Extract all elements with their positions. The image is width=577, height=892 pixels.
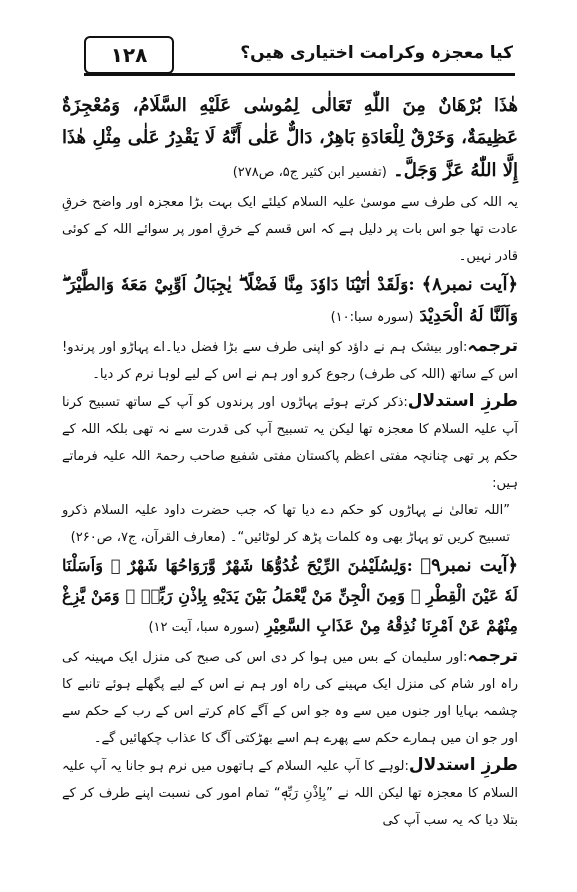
arabic-text-1: هٰذَا بُرْهَانٌ مِنَ اللّٰهِ تَعَالٰى لِمُوسٰى عَلَيْهِ السَّلَامُ، وَمُعْجِزَةٌ عَظِيمَةٌ، وَخَرْقٌ لِلْعَادَةِ بَاهِرٌ، دَالٌّ عَلٰى أَنَّهُ لَا يَقْدِرُ عَلٰى مِثْلِ هٰذَا إِلَّا اللّٰهُ عَزَّ وَجَلَّ۔ — [62, 95, 518, 181]
ayat-9-reference: (سورہ سبا، آیت ۱۲) — [148, 619, 260, 635]
arabic-passage-1 — [62, 90, 518, 189]
istidlal-text-9: :لوہے کا آپ علیہ السلام کے ہاتھوں میں نرم ہو جانا یہ آپ علیہ السلام کا معجزہ تھا لیکن اللہ نے ”بِاِذْنِ رَبِّهٖ“ تمام امور کی نسبت اپنے طرف کر کے بتلا دیا کہ یہ سب آپ کی — [62, 758, 518, 828]
ayat-8-reference: (سورہ سبا:۱۰) — [330, 309, 414, 325]
ayat-9-block — [62, 551, 518, 642]
ayat-8-block — [62, 270, 518, 333]
istidlal-label-8: طرزِ استدلال — [407, 391, 518, 412]
ayat-9-text: :وَلِسُلَيْمٰنَ الرِّيْحَ غُدُوُّهَا شَهْرٌ وَّرَوَاحُهَا شَهْرٌ ۚ وَاَسَلْنَا لَهٗ عَيْنَ الْقِطْرِ ۗ وَمِنَ الْجِنِّ مَنْ يَّعْمَلُ بَيْنَ يَدَيْهِ بِاِذْنِ رَبِّهٖ ۗ وَمَنْ يَّزِغْ مِنْهُمْ عَنْ اَمْرِنَا نُذِقْهُ مِنْ عَذَابِ السَّعِيْرِ — [62, 556, 518, 635]
urdu-paragraph-1: یہ اللہ کی طرف سے موسیٰ علیہ السلام کیلئے ایک بہت بڑا معجزہ اور واضح خرقِ عادت تھا جو اس بات پر دلیل ہے کہ اس قسم کے خرقِ امور پر سوائے اللہ کے کوئی قادر نہیں۔ — [62, 195, 518, 265]
ayat-8-text: :وَلَقَدْ اٰتَيْنَا دَاوٗدَ مِنَّا فَضْلًا ۖ يٰجِبَالُ اَوِّبِيْ مَعَهٗ وَالطَّيْرَ ۖ وَاَلَنَّا لَهُ الْحَدِيْدَ — [62, 275, 518, 326]
translation-label-8: ترجمہ — [467, 336, 518, 357]
page-number: ۱۲۸ — [84, 36, 174, 74]
quotation-text: ”اللہ تعالیٰ نے پہاڑوں کو حکم دے دیا تھا کہ جب حضرت داود علیہ السلام ذکرو تسبیح کریں تو پہاڑ بھی وہ کلمات پڑھ کر لوٹائیں“۔ — [62, 503, 510, 546]
istidlal-9 — [62, 752, 518, 834]
istidlal-label-9: طرزِ استدلال — [408, 754, 518, 775]
istidlal-text-8: :ذکر کرتے ہوئے پہاڑوں اور پرندوں کو آپ کے ساتھ تسبیح کرنا آپ علیہ السلام کا معجزہ تھا لیکن یہ تسبیح آپ کی قدرت سے نہ تھی بلکہ اللہ کے حکم پر تھی چنانچہ مفتی اعظم پاکستان مفتی شفیع صاحب رحمۃ اللہ علیہ فرماتے ہیں: — [62, 395, 518, 492]
page-header — [62, 32, 515, 80]
translation-text-8: :اور بیشک ہم نے داؤد کو اپنی طرف سے بڑا فضل دیا۔اے پہاڑو اور پرندو! اس کے ساتھ (اللہ کی طرف) رجوع کرو اور ہم نے اس کے لیے لوہا نرم کر دیا۔ — [62, 340, 518, 383]
quotation — [62, 497, 518, 551]
running-title: کیا معجزہ وکرامت اختیاری ھیں؟ — [240, 43, 513, 63]
istidlal-8 — [62, 388, 518, 497]
translation-8 — [62, 333, 518, 388]
header-divider — [84, 73, 515, 76]
reference-1: (تفسیر ابن کثیر ج۵، ص۲۷۸) — [232, 164, 387, 180]
quotation-reference: (معارف القرآن، ج۷، ص۲۶۰) — [70, 530, 226, 546]
ayat-9-label: ﴿آیت نمبر۹﴾ — [420, 555, 518, 577]
translation-9 — [62, 643, 518, 752]
ayat-8-label: ﴿آیت نمبر۸﴾ — [421, 274, 518, 296]
page-body — [62, 90, 518, 834]
translation-label-9: ترجمہ — [467, 645, 518, 666]
translation-text-9: :اور سلیمان کے بس میں ہوا کر دی اس کی صبح کی منزل ایک مہینہ کی راہ اور شام کی منزل ایک مہینے کی راہ اور ہم نے اس کے لیے پگھلے ہوئے تانبے کا چشمہ بہایا اور جنوں میں سے وہ جو اس کے آگے کام کرتے اس کے رب کے حکم سے اور جو ان میں ہمارے حکم سے پھرے ہم اسے بھڑکتی آگ کا عذاب چکھائیں گے۔ — [62, 649, 518, 746]
